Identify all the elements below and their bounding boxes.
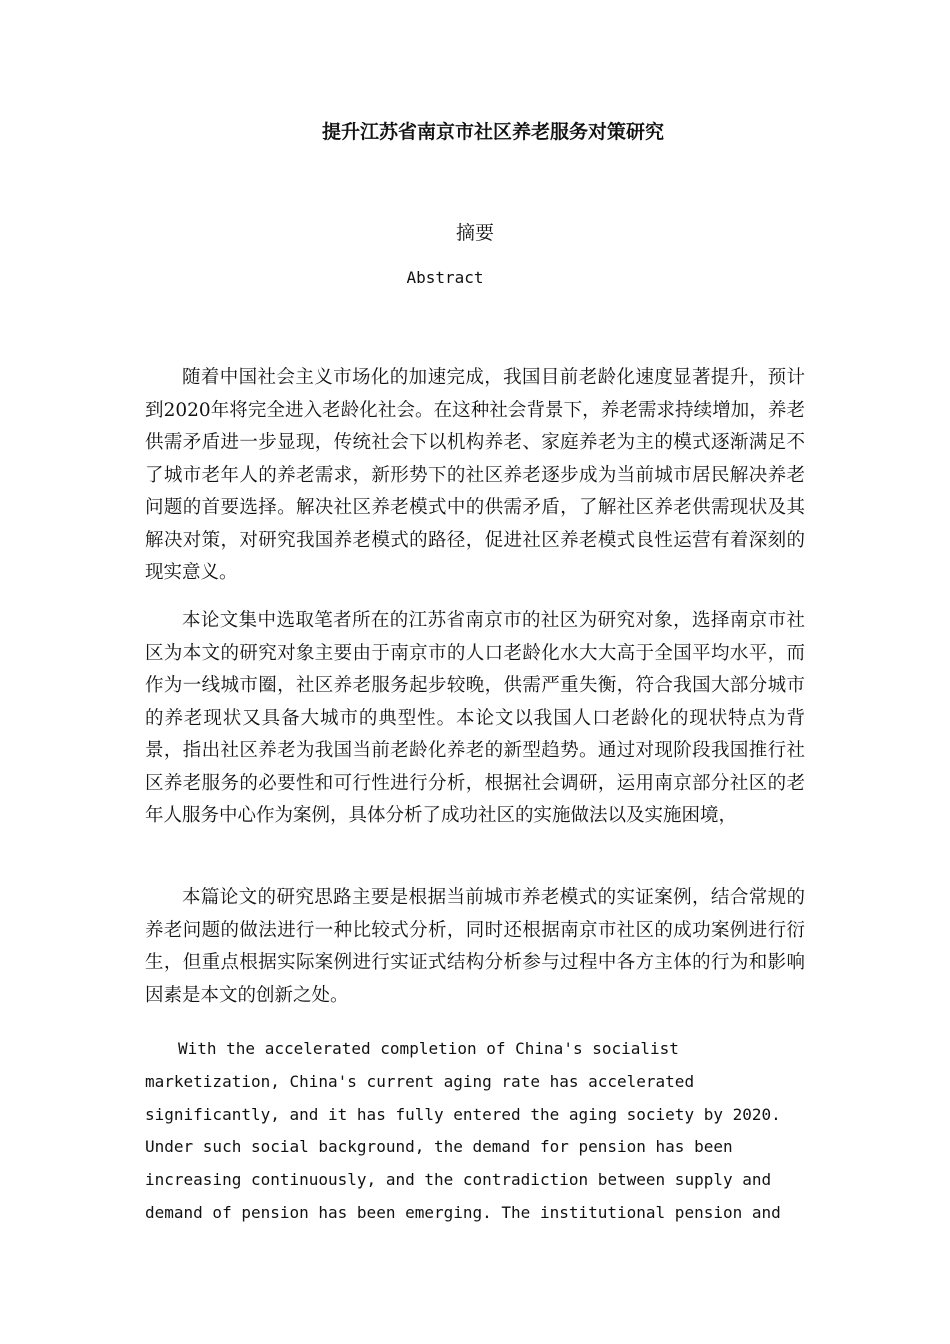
- document-title: 提升江苏省南京市社区养老服务对策研究: [321, 121, 664, 143]
- abstract-paragraph-1: 随着中国社会主义市场化的加速完成，我国目前老龄化速度显著提升，预计到2020年将完全进入老龄化社会。在这种社会背景下，养老需求持续增加，养老供需矛盾进一步显现，传统社会下以机构养老、家庭养老为主的模式逐渐满足不了城市老年人的养老需求，新形势下的社区养老逐步成为当前城市居民解决养老问题的首要选择。解决社区养老模式中的供需矛盾，了解社区养老供需现状及其解决对策，对研究我国养老模式的路径，促进社区养老模式良性运营有着深刻的现实意义。: [145, 367, 805, 583]
- abstract-heading-cn: 摘要: [455, 222, 494, 244]
- abstract-paragraph-3: 本篇论文的研究思路主要是根据当前城市养老模式的实证案例，结合常规的养老问题的做法进行一种比较式分析，同时还根据南京市社区的成功案例进行衍生，但重点根据实际案例进行实证式结构分析参与过程中各方主体的行为和影响因素是本文的创新之处。: [145, 887, 805, 1006]
- abstract-heading-en: Abstract: [406, 268, 484, 287]
- abstract-paragraph-2: 本论文集中选取笔者所在的江苏省南京市的社区为研究对象，选择南京市社区为本文的研究对象主要由于南京市的人口老龄化水大大高于全国平均水平，而作为一线城市圈，社区养老服务起步较晚，供需严重失衡，符合我国大部分城市的养老现状又具备大城市的典型性。本论文以我国人口老龄化的现状特点为背景，指出社区养老为我国当前老龄化养老的新型趋势。通过对现阶段我国推行社区养老服务的必要性和可行性进行分析，根据社会调研，运用南京部分社区的老年人服务中心作为案例，具体分析了成功社区的实施做法以及实施困境，: [145, 610, 805, 826]
- abstract-paragraph-english: With the accelerated completion of China's socialist marketization, China's current aging rate has accelerated significantly, and it has fully entered the aging society by 2020. Under such social background, the demand for pension has been increasing continuously, and the contradiction between supply and demand of pension has been emerging. The institutional pension and: [145, 1039, 781, 1222]
